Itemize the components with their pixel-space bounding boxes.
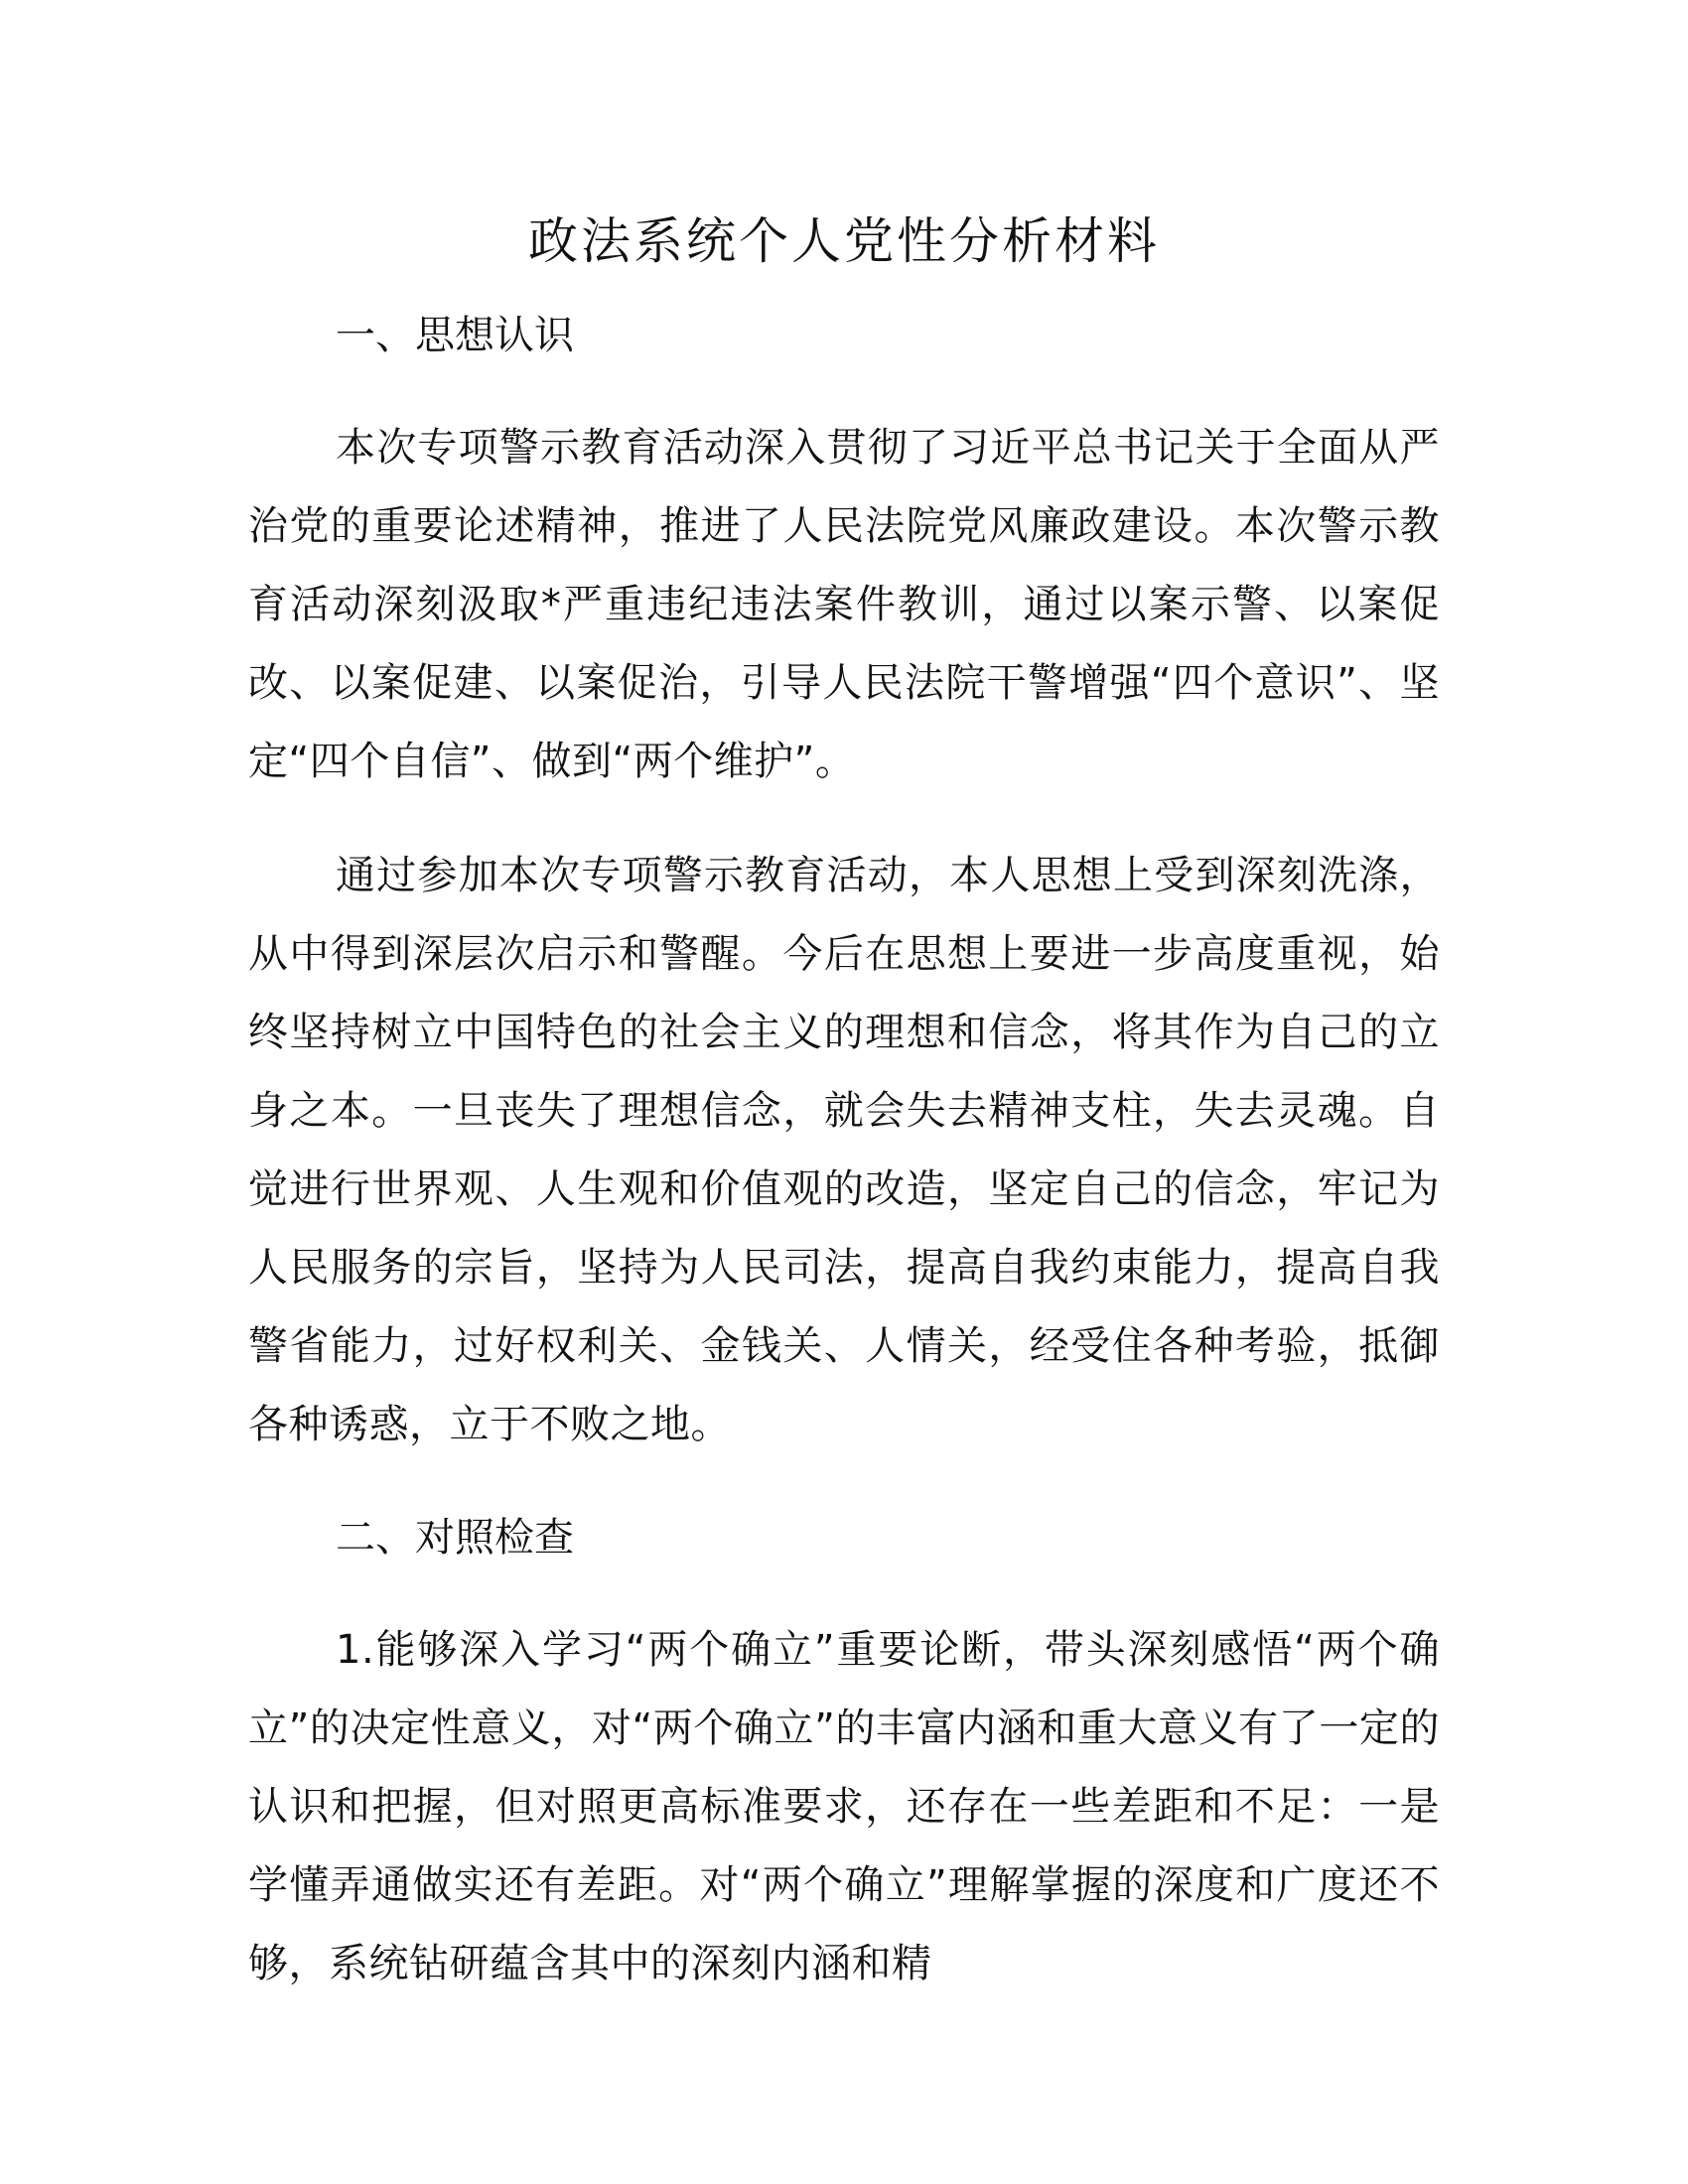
paragraph: 本次专项警示教育活动深入贯彻了习近平总书记关于全面从严治党的重要论述精神，推进了人民法院党风廉政建设。本次警示教育活动深刻汲取*严重违纪违法案件教训，通过以案示警、以案促改、以案促建、以案促治，引导人民法院干警增强“四个意识”、坚定“四个自信”、做到“两个维护”。 <box>248 425 1440 784</box>
document-body <box>248 298 1440 2003</box>
section-heading-thinking: 一、思想认识 <box>336 313 574 358</box>
document-title: 政法系统个人党性分析材料 <box>528 212 1160 270</box>
paragraph: 通过参加本次专项警示教育活动，本人思想上受到深刻洗涤，从中得到深层次启示和警醒。今后在思想上要进一步高度重视，始终坚持树立中国特色的社会主义的理想和信念，将其作为自己的立身之本。一旦丧失了理想信念，就会失去精神支柱，失去灵魂。自觉进行世界观、人生观和价值观的改造，坚定自己的信念，牢记为人民服务的宗旨，坚持为人民司法，提高自我约束能力，提高自我警省能力，过好权利关、金钱关、人情关，经受住各种考验，抵御各种诱惑，立于不败之地。 <box>248 853 1440 1447</box>
paragraph: 1.能够深入学习“两个确立”重要论断，带头深刻感悟“两个确立”的决定性意义，对“两个确立”的丰富内涵和重大意义有了一定的认识和把握，但对照更高标准要求，还存在一些差距和不足：一是学懂弄通做实还有差距。对“两个确立”理解掌握的深度和广度还不够，系统钻研蕴含其中的深刻内涵和精 <box>248 1627 1440 1986</box>
section-heading-check: 二、对照检查 <box>336 1515 574 1561</box>
